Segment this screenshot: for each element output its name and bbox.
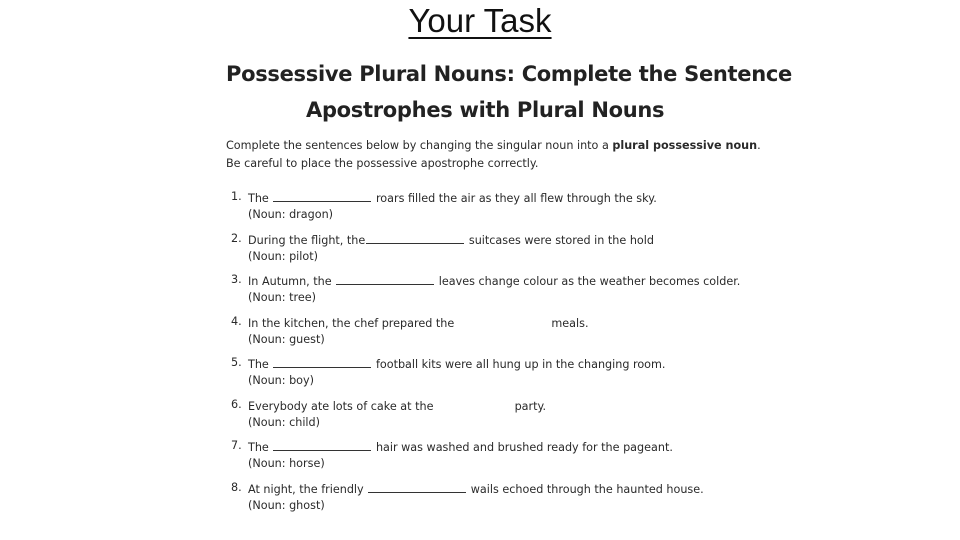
worksheet <box>226 62 792 522</box>
noun-hint: (Noun: pilot) <box>248 249 318 263</box>
sentence-start: At night, the friendly <box>248 482 364 496</box>
sentence-end: party. <box>514 399 547 413</box>
sentence-end: suitcases were stored in the hold <box>468 233 654 247</box>
sentence-start: Everybody ate lots of cake at the <box>248 399 434 413</box>
answer-blank[interactable] <box>336 273 434 285</box>
item-number: 6. <box>231 397 242 411</box>
noun-hint: (Noun: ghost) <box>248 498 325 512</box>
noun-hint: (Noun: horse) <box>248 457 325 470</box>
list-item <box>226 273 746 315</box>
list-item <box>226 232 746 274</box>
worksheet-subtitle: Apostrophes with Plural Nouns <box>306 98 665 122</box>
noun-hint: (Noun: guest) <box>248 332 325 346</box>
list-item <box>226 315 746 357</box>
item-number: 2. <box>231 231 242 245</box>
sentence-list <box>226 190 746 522</box>
sentence-end: hair was washed and brushed ready for the pageant. <box>375 441 673 454</box>
list-item <box>226 439 746 481</box>
answer-blank[interactable] <box>273 439 371 451</box>
item-number: 5. <box>231 356 242 369</box>
item-number: 7. <box>231 439 242 452</box>
answer-blank[interactable] <box>368 481 466 493</box>
sentence-start: The <box>248 441 269 454</box>
worksheet-title: Possessive Plural Nouns: Complete the Sentence <box>226 62 792 86</box>
instructions <box>226 137 761 173</box>
list-item <box>226 398 746 440</box>
sentence-start: The <box>248 358 269 371</box>
item-number: 1. <box>231 190 242 203</box>
noun-hint: (Noun: tree) <box>248 291 316 304</box>
sentence-end: meals. <box>551 316 589 330</box>
noun-hint: (Noun: child) <box>248 415 321 429</box>
item-number: 3. <box>231 273 242 286</box>
sentence-end: wails echoed through the haunted house. <box>470 482 704 496</box>
noun-hint: (Noun: dragon) <box>248 208 334 221</box>
instructions-line-1 <box>226 137 761 155</box>
noun-hint: (Noun: boy) <box>248 374 315 387</box>
sentence-start: In Autumn, the <box>248 275 332 288</box>
item-number: 4. <box>231 314 242 328</box>
sentence-start: In the kitchen, the chef prepared the <box>248 316 455 330</box>
sentence-start: During the flight, the <box>248 233 366 247</box>
instructions-emphasis: plural possessive noun <box>612 139 758 152</box>
list-item <box>226 481 746 523</box>
sentence-end: leaves change colour as the weather becomes colder. <box>438 275 741 288</box>
list-item <box>226 190 746 232</box>
instructions-line-2: Be careful to place the possessive apostrophe correctly. <box>226 157 539 170</box>
answer-blank[interactable] <box>273 356 371 368</box>
item-number: 8. <box>231 480 242 494</box>
answer-blank[interactable] <box>273 190 371 202</box>
list-item <box>226 356 746 398</box>
answer-blank[interactable] <box>366 232 464 244</box>
instructions-text: Complete the sentences below by changing the singular noun into a <box>226 139 613 152</box>
answer-blank[interactable] <box>438 398 510 410</box>
slide-title: Your Task <box>408 2 552 39</box>
instructions-period: . <box>757 139 761 152</box>
answer-blank[interactable] <box>459 315 547 327</box>
sentence-start: The <box>248 192 269 205</box>
sentence-end: football kits were all hung up in the changing room. <box>375 358 666 371</box>
sentence-end: roars filled the air as they all flew through the sky. <box>375 192 657 205</box>
